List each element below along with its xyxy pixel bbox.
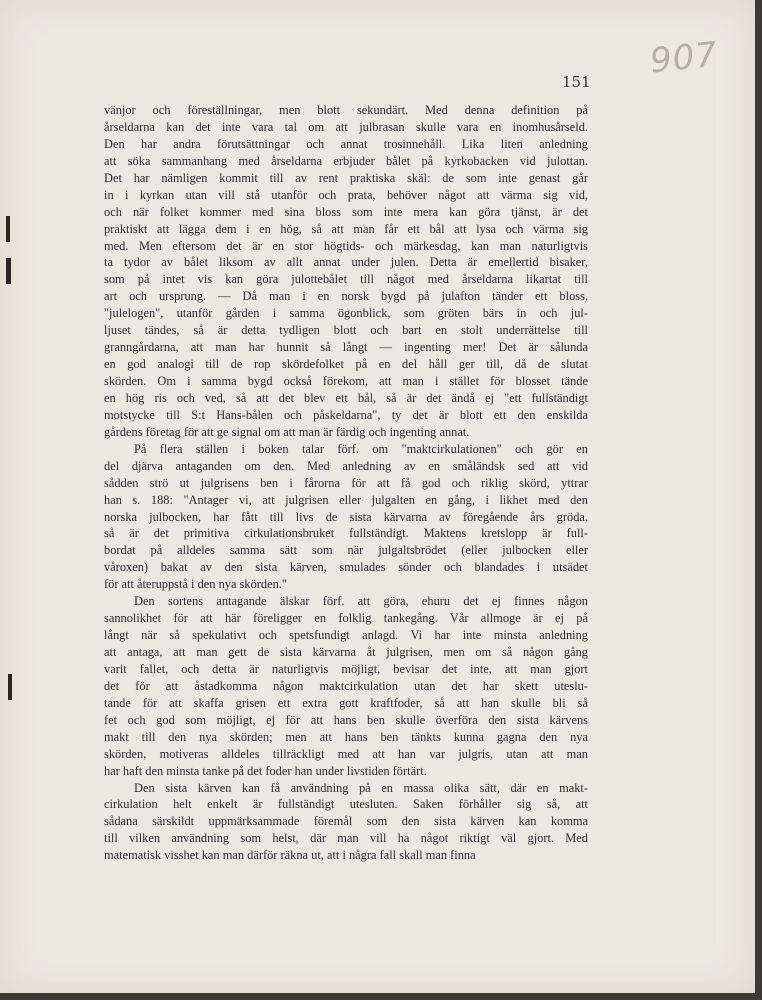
text-line: vänjor och föreställningar, men blott sekundärt. Med denna definition på	[104, 103, 588, 117]
text-line: årseldarna kan det inte vara tal om att julbrasan skulle vara en inomhusårseld.	[104, 119, 588, 134]
binding-mark	[6, 216, 10, 242]
page-number: 151	[562, 73, 591, 91]
text-line: Den sortens antagande älskar förf. att göra, ehuru det ej finnes någon	[134, 594, 588, 609]
text-line: långt när så spekulativt och spetsfundigt anlagd. Vi har inte minsta anledning	[104, 628, 588, 643]
text-line: att antaga, att man gett de sista kärvarna åt julgrisen, men om så någon gång	[104, 645, 588, 659]
text-line: en hög ris och ved, så att det blev ett bål, så är det ändå ej "ett fullständigt	[104, 390, 588, 405]
text-line: del djärva antaganden om den. Med anledning av en småländsk sed att vid	[104, 458, 588, 473]
text-line: gårdens företag för att ge signal om att man är färdig och ingenting annat.	[104, 424, 470, 439]
text-line: Den sista kärven kan få användning på en massa olika sätt, där en makt-	[134, 780, 588, 795]
text-line: norska julbocken, har fått till livs de sista kärvarna av föregående års gröda,	[104, 509, 588, 524]
text-line: in i kyrkan utan vill stå utanför och prata, behöver något att värma sig vid,	[104, 187, 588, 202]
text-line: en god analogi till de rop skördefolket på en del håll ger till, då de slutat	[104, 357, 588, 372]
text-line: våroxen) bakat av den sista kärven, smulades sönder och blandades i utsädet	[104, 560, 588, 575]
text-line: makt till den nya skörden; men att hans ben tänkts kunna gagna den nya	[104, 729, 588, 744]
text-line: det för att åstadkomma någon maktcirkulation utan det har skett uteslu-	[104, 678, 588, 693]
text-line: På flera ställen i boken talar förf. om "maktcirkulationen" och gör en	[134, 441, 588, 456]
text-line: granngårdarna, att man har hunnit så långt — ingenting mer! Det är sålunda	[104, 340, 588, 355]
text-line: cirkulation helt enkelt är fullständigt utesluten. Saken förhåller sig så, att	[104, 797, 588, 812]
text-line: Det har nämligen kommit till av rent praktiska skäl: de som inte genast går	[104, 170, 588, 185]
text-line: sannolikhet för att här föreligger en folklig tankegång. Vår allmoge är ej på	[104, 611, 588, 626]
text-line: så är det primitiva cirkulationsbruket fullständigt. Maktens kretslopp är full-	[104, 526, 588, 541]
text-line: varit fallet, och detta är naturligtvis möjligt, bevisar det inte, att man gjort	[104, 661, 588, 676]
text-line: Den har andra förutsättningar och annat trosinnehåll. Lika liten anledning	[104, 136, 588, 151]
text-line: motstycke till S:t Hans-bålen och påskeldarna", ty det är blott ett den enskilda	[104, 407, 588, 422]
text-line: fet och god som möjligt, ej för att hans ben skulle överföra den sista kärvens	[104, 712, 588, 727]
text-line: ta tydor av bålet liksom av allt annat under julen. Detta är emellertid bisaker,	[104, 255, 588, 270]
text-line: med. Men eftersom det är en stor högtids- och märkesdag, kan man naturligtvis	[104, 238, 588, 253]
text-line: för att återuppstå i den nya skörden."	[104, 577, 287, 592]
text-line: har haft den minsta tanke på det foder han under livstiden förtärt.	[104, 763, 427, 778]
text-line: tande för att skaffa grisen ett extra gott kraftfoder, så att han skulle bli så	[104, 695, 588, 710]
text-line: art och ursprung. — Då man i en norsk bygd på julafton tänder ett bloss,	[104, 289, 588, 304]
text-line: till vilken användning som helst, där man vill ha något riktigt väl gjort. Med	[104, 831, 588, 846]
text-line: att söka sammanhang med årseldarna erbjuder bålet på kyrkobacken vid julottan.	[104, 153, 588, 168]
scan-edge-right	[755, 0, 762, 1000]
text-line: som på intet vis kan göra julottebålet till något med årseldarna likartat till	[104, 272, 588, 287]
text-line: och när folket kommer med sina bloss som inte mera kan göra tjänst, är det	[104, 204, 588, 219]
text-line: han s. 188: "Antager vi, att julgrisen eller julgalten en gång, i likhet med den	[104, 492, 588, 507]
text-line: skörden, motiveras alldeles tillräckligt med att han var julgris, utan att man	[104, 746, 588, 761]
text-line: praktiskt att lägga dem i en hög, så att man får ett bål att lysa och värma sig	[104, 221, 588, 236]
text-line: "julelogen", utanför gården i samma ögonblick, som gröten bärs in och jul-	[104, 306, 588, 321]
text-line: matematisk visshet kan man därför räkna ut, att i några fall skall man finna	[104, 848, 476, 863]
text-line: sådden strö ut julgrisens ben i fårorna för att få god och riklig skörd, yttrar	[104, 475, 588, 490]
body-text	[104, 102, 588, 864]
text-line: bordat på alldeles samma sätt som när julgaltsbrödet (eller julbocken eller	[104, 543, 588, 558]
handwritten-page-note: 907	[648, 34, 720, 82]
text-line: ljuset tändes, så är detta tydligen blott och bart en stolt underrättelse till	[104, 323, 588, 338]
text-line: sådana särskildt uppmärksammade föremål som den sista kärven kan komma	[104, 814, 588, 829]
binding-mark	[8, 674, 12, 700]
scan-edge-bottom	[0, 993, 762, 1000]
text-line: skörden. Om i samma bygd också förekom, att man i stället för blosset tände	[104, 374, 588, 388]
binding-mark	[6, 258, 11, 284]
